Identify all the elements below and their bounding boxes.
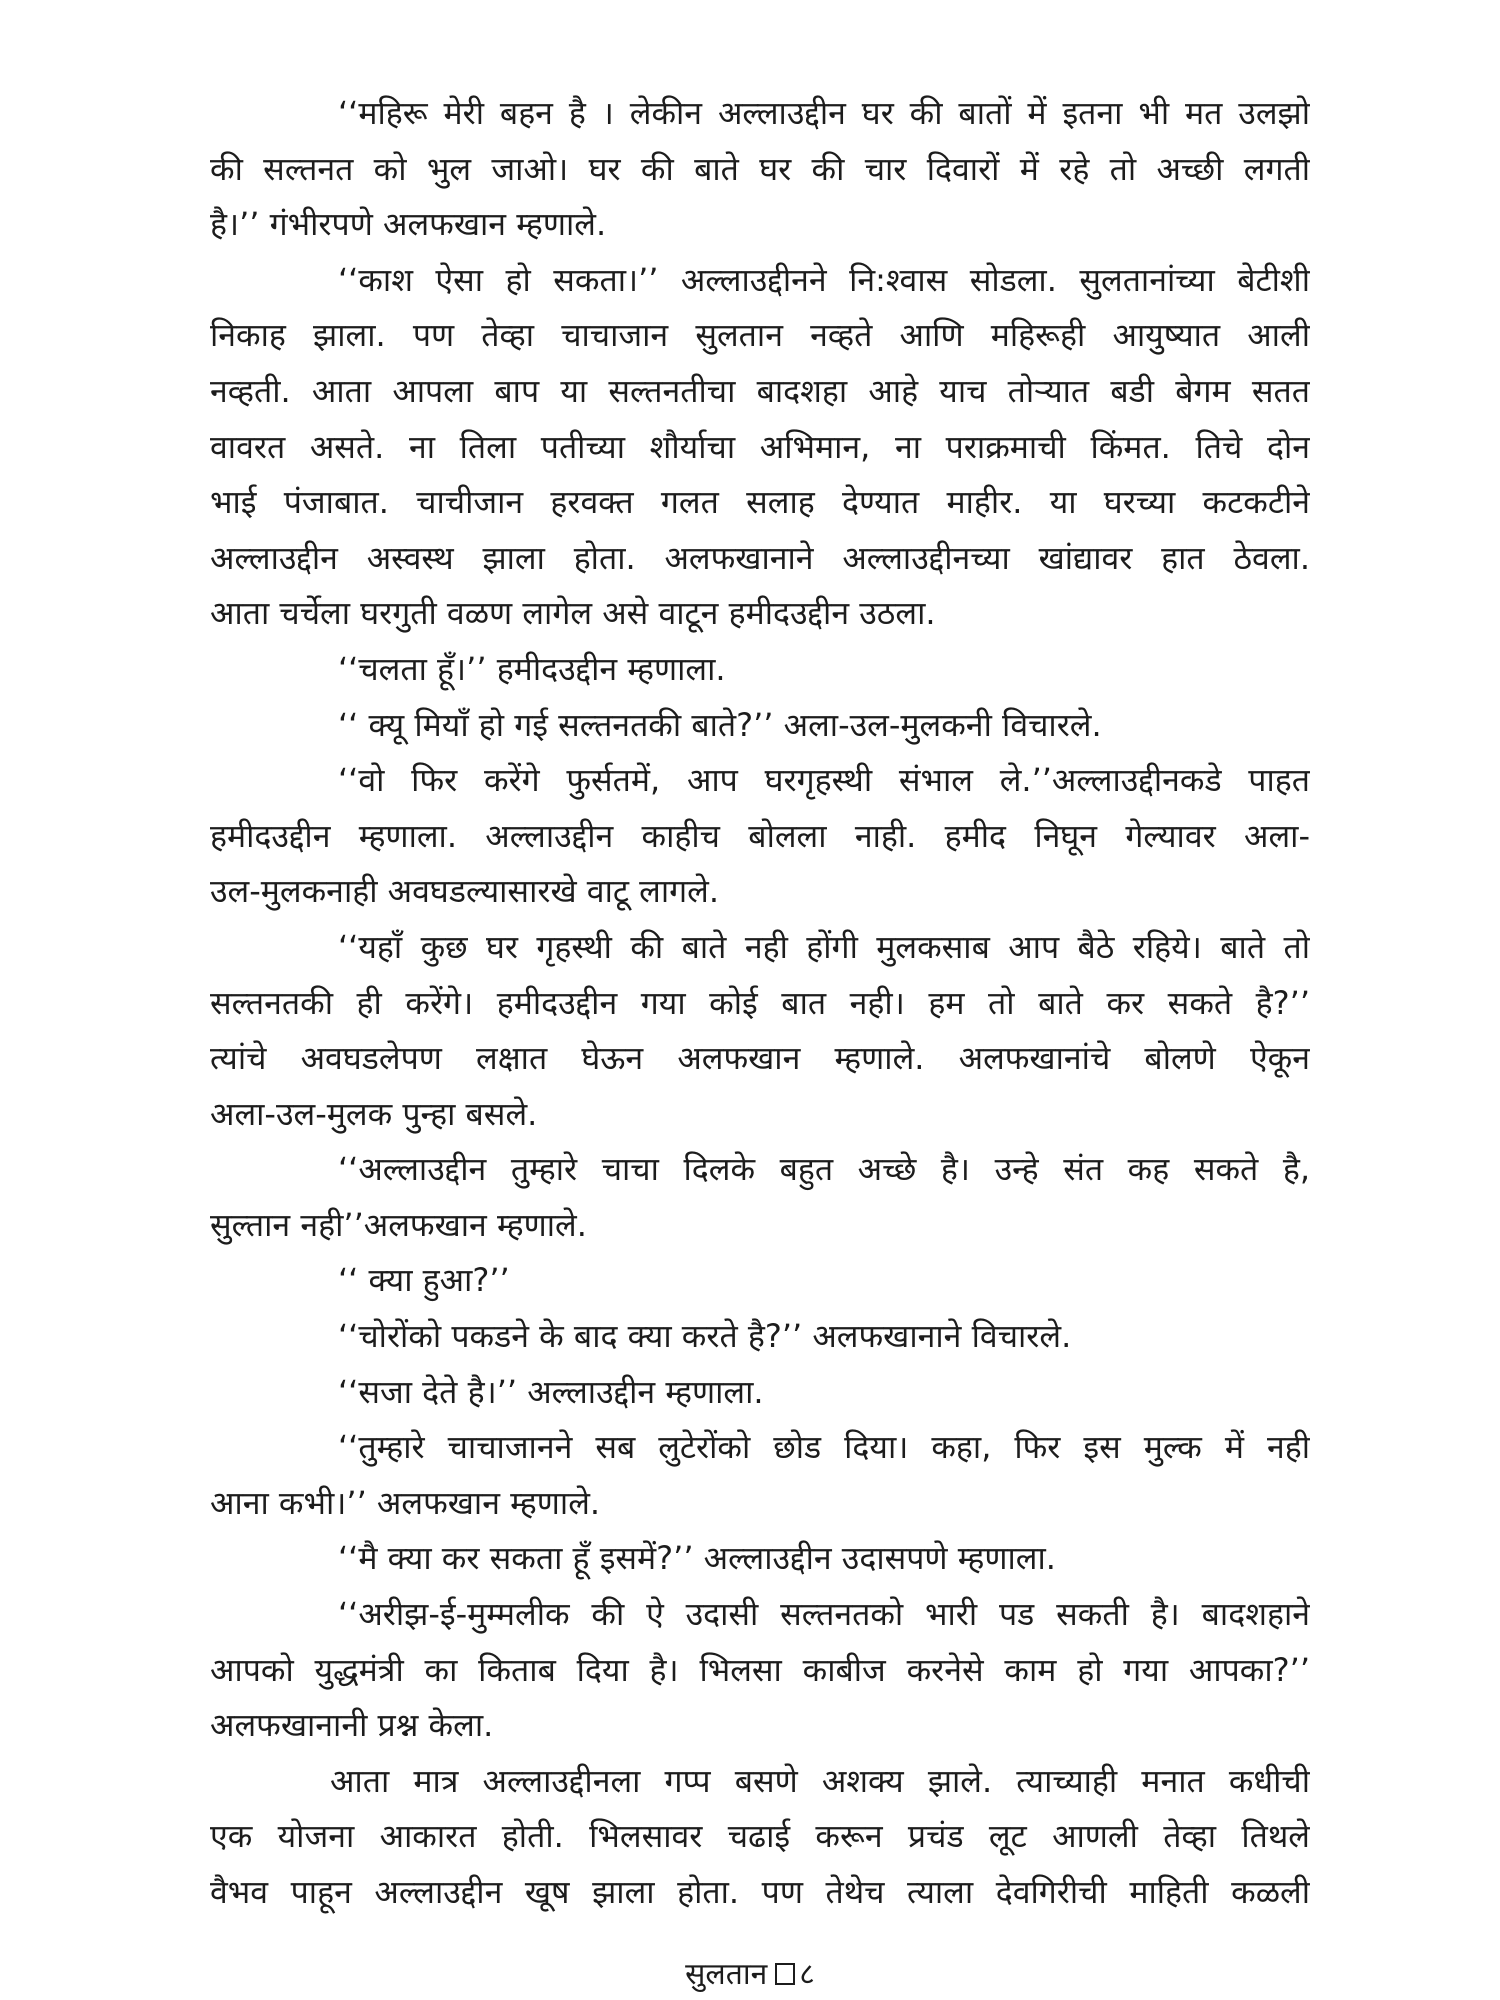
text-line: ‘‘तुम्हारे चाचाजानने सब लुटेरोंको छोड दिया। कहा, फिर इस मुल्क में नही (338, 1428, 1310, 1467)
text-line: अल्लाउद्दीन अस्वस्थ झाला होता. अलफखानाने अल्लाउद्दीनच्या खांद्यावर हात ठेवला. (210, 538, 1310, 577)
text-line: त्यांचे अवघडलेपण लक्षात घेऊन अलफखान म्हणाले. अलफखानांचे बोलणे ऐकून (210, 1039, 1310, 1078)
text-line: ‘‘मै क्या कर सकता हूँ इसमें?’’ अल्लाउद्दीन उदासपणे म्हणाला. (338, 1539, 1056, 1578)
text-line: आता चर्चेला घरगुती वळण लागेल असे वाटून हमीदउद्दीन उठला. (210, 594, 936, 633)
text-line: वैभव पाहून अल्लाउद्दीन खूष झाला होता. पण तेथेच त्याला देवगिरीची माहिती कळली (210, 1873, 1310, 1911)
text-line: ‘‘अरीझ-ई-मुम्मलीक की ऐ उदासी सल्तनतको भारी पड सकती है। बादशहाने (338, 1595, 1310, 1634)
text-line: एक योजना आकारत होती. भिलसावर चढाई करून प्रचंड लूट आणली तेव्हा तिथले (210, 1817, 1310, 1856)
text-line: ‘‘चलता हूँ।’’ हमीदउद्दीन म्हणाला. (338, 649, 726, 688)
text-line: आता मात्र अल्लाउद्दीनला गप्प बसणे अशक्य झाले. त्याच्याही मनात कधीची (330, 1761, 1310, 1800)
text-line: वावरत असते. ना तिला पतीच्या शौर्याचा अभिमान, ना पराक्रमाची किंमत. तिचे दोन (210, 427, 1310, 466)
text-line: ‘‘महिरू मेरी बहन है । लेकीन अल्लाउद्दीन घर की बातों में इतना भी मत उलझो (338, 94, 1310, 132)
text-line: ‘‘अल्लाउद्दीन तुम्हारे चाचा दिलके बहुत अच्छे है। उन्हे संत कह सकते है, (338, 1150, 1310, 1189)
text-line: आपको युद्धमंत्री का किताब दिया है। भिलसा काबीज करनेसे काम हो गया आपका?’’ (210, 1650, 1310, 1689)
running-title: सुलतान (685, 1957, 768, 1992)
page-footer (0, 1955, 1500, 1995)
page-number: ८ (799, 1957, 815, 1992)
text-line: है।’’ गंभीरपणे अलफखान म्हणाले. (210, 205, 607, 244)
text-line: उल-मुलकनाही अवघडल्यासारखे वाटू लागले. (210, 872, 720, 911)
text-line: सल्तनतकी ही करेंगे। हमीदउद्दीन गया कोई बात नही। हम तो बाते कर सकते है?’’ (210, 983, 1310, 1022)
text-line: ‘‘ क्या हुआ?’’ (338, 1261, 510, 1300)
text-line: निकाह झाला. पण तेव्हा चाचाजान सुलतान नव्हते आणि महिरूही आयुष्यात आली (210, 316, 1310, 355)
text-line: भाई पंजाबात. चाचीजान हरवक्त गलत सलाह देण्यात माहीर. या घरच्या कटकटीने (210, 483, 1310, 522)
text-line: ‘‘ क्यू मियाँ हो गई सल्तनतकी बाते?’’ अला-उल-मुलकनी विचारले. (338, 705, 1102, 744)
square-ornament-icon (775, 1963, 795, 1985)
text-line: आना कभी।’’ अलफखान म्हणाले. (210, 1483, 601, 1522)
text-line: ‘‘काश ऐसा हो सकता।’’ अल्लाउद्दीनने नि:श्वास सोडला. सुलतानांच्या बेटीशी (338, 260, 1310, 299)
text-line: ‘‘यहाँ कुछ घर गृहस्थी की बाते नही होंगी मुलकसाब आप बैठे रहिये। बाते तो (338, 927, 1310, 966)
text-line: अलफखानानी प्रश्न केला. (210, 1706, 494, 1745)
body-text (210, 86, 1310, 1921)
text-line: ‘‘सजा देते है।’’ अल्लाउद्दीन म्हणाला. (338, 1372, 764, 1411)
text-line: अला-उल-मुलक पुन्हा बसले. (210, 1094, 538, 1133)
text-line: की सल्तनत को भुल जाओ। घर की बाते घर की चार दिवारों में रहे तो अच्छी लगती (210, 149, 1310, 188)
text-line: हमीदउद्दीन म्हणाला. अल्लाउद्दीन काहीच बोलला नाही. हमीद निघून गेल्यावर अला- (210, 816, 1310, 855)
text-line: ‘‘चोरोंको पकडने के बाद क्या करते है?’’ अलफखानाने विचारले. (338, 1317, 1072, 1356)
text-line: सुल्तान नही’’अलफखान म्हणाले. (210, 1205, 587, 1244)
text-line: ‘‘वो फिर करेंगे फुर्सतमें, आप घरगृहस्थी संभाल ले.’’अल्लाउद्दीनकडे पाहत (338, 761, 1310, 800)
text-line: नव्हती. आता आपला बाप या सल्तनतीचा बादशहा आहे याच तोऱ्यात बडी बेगम सतत (210, 371, 1310, 410)
